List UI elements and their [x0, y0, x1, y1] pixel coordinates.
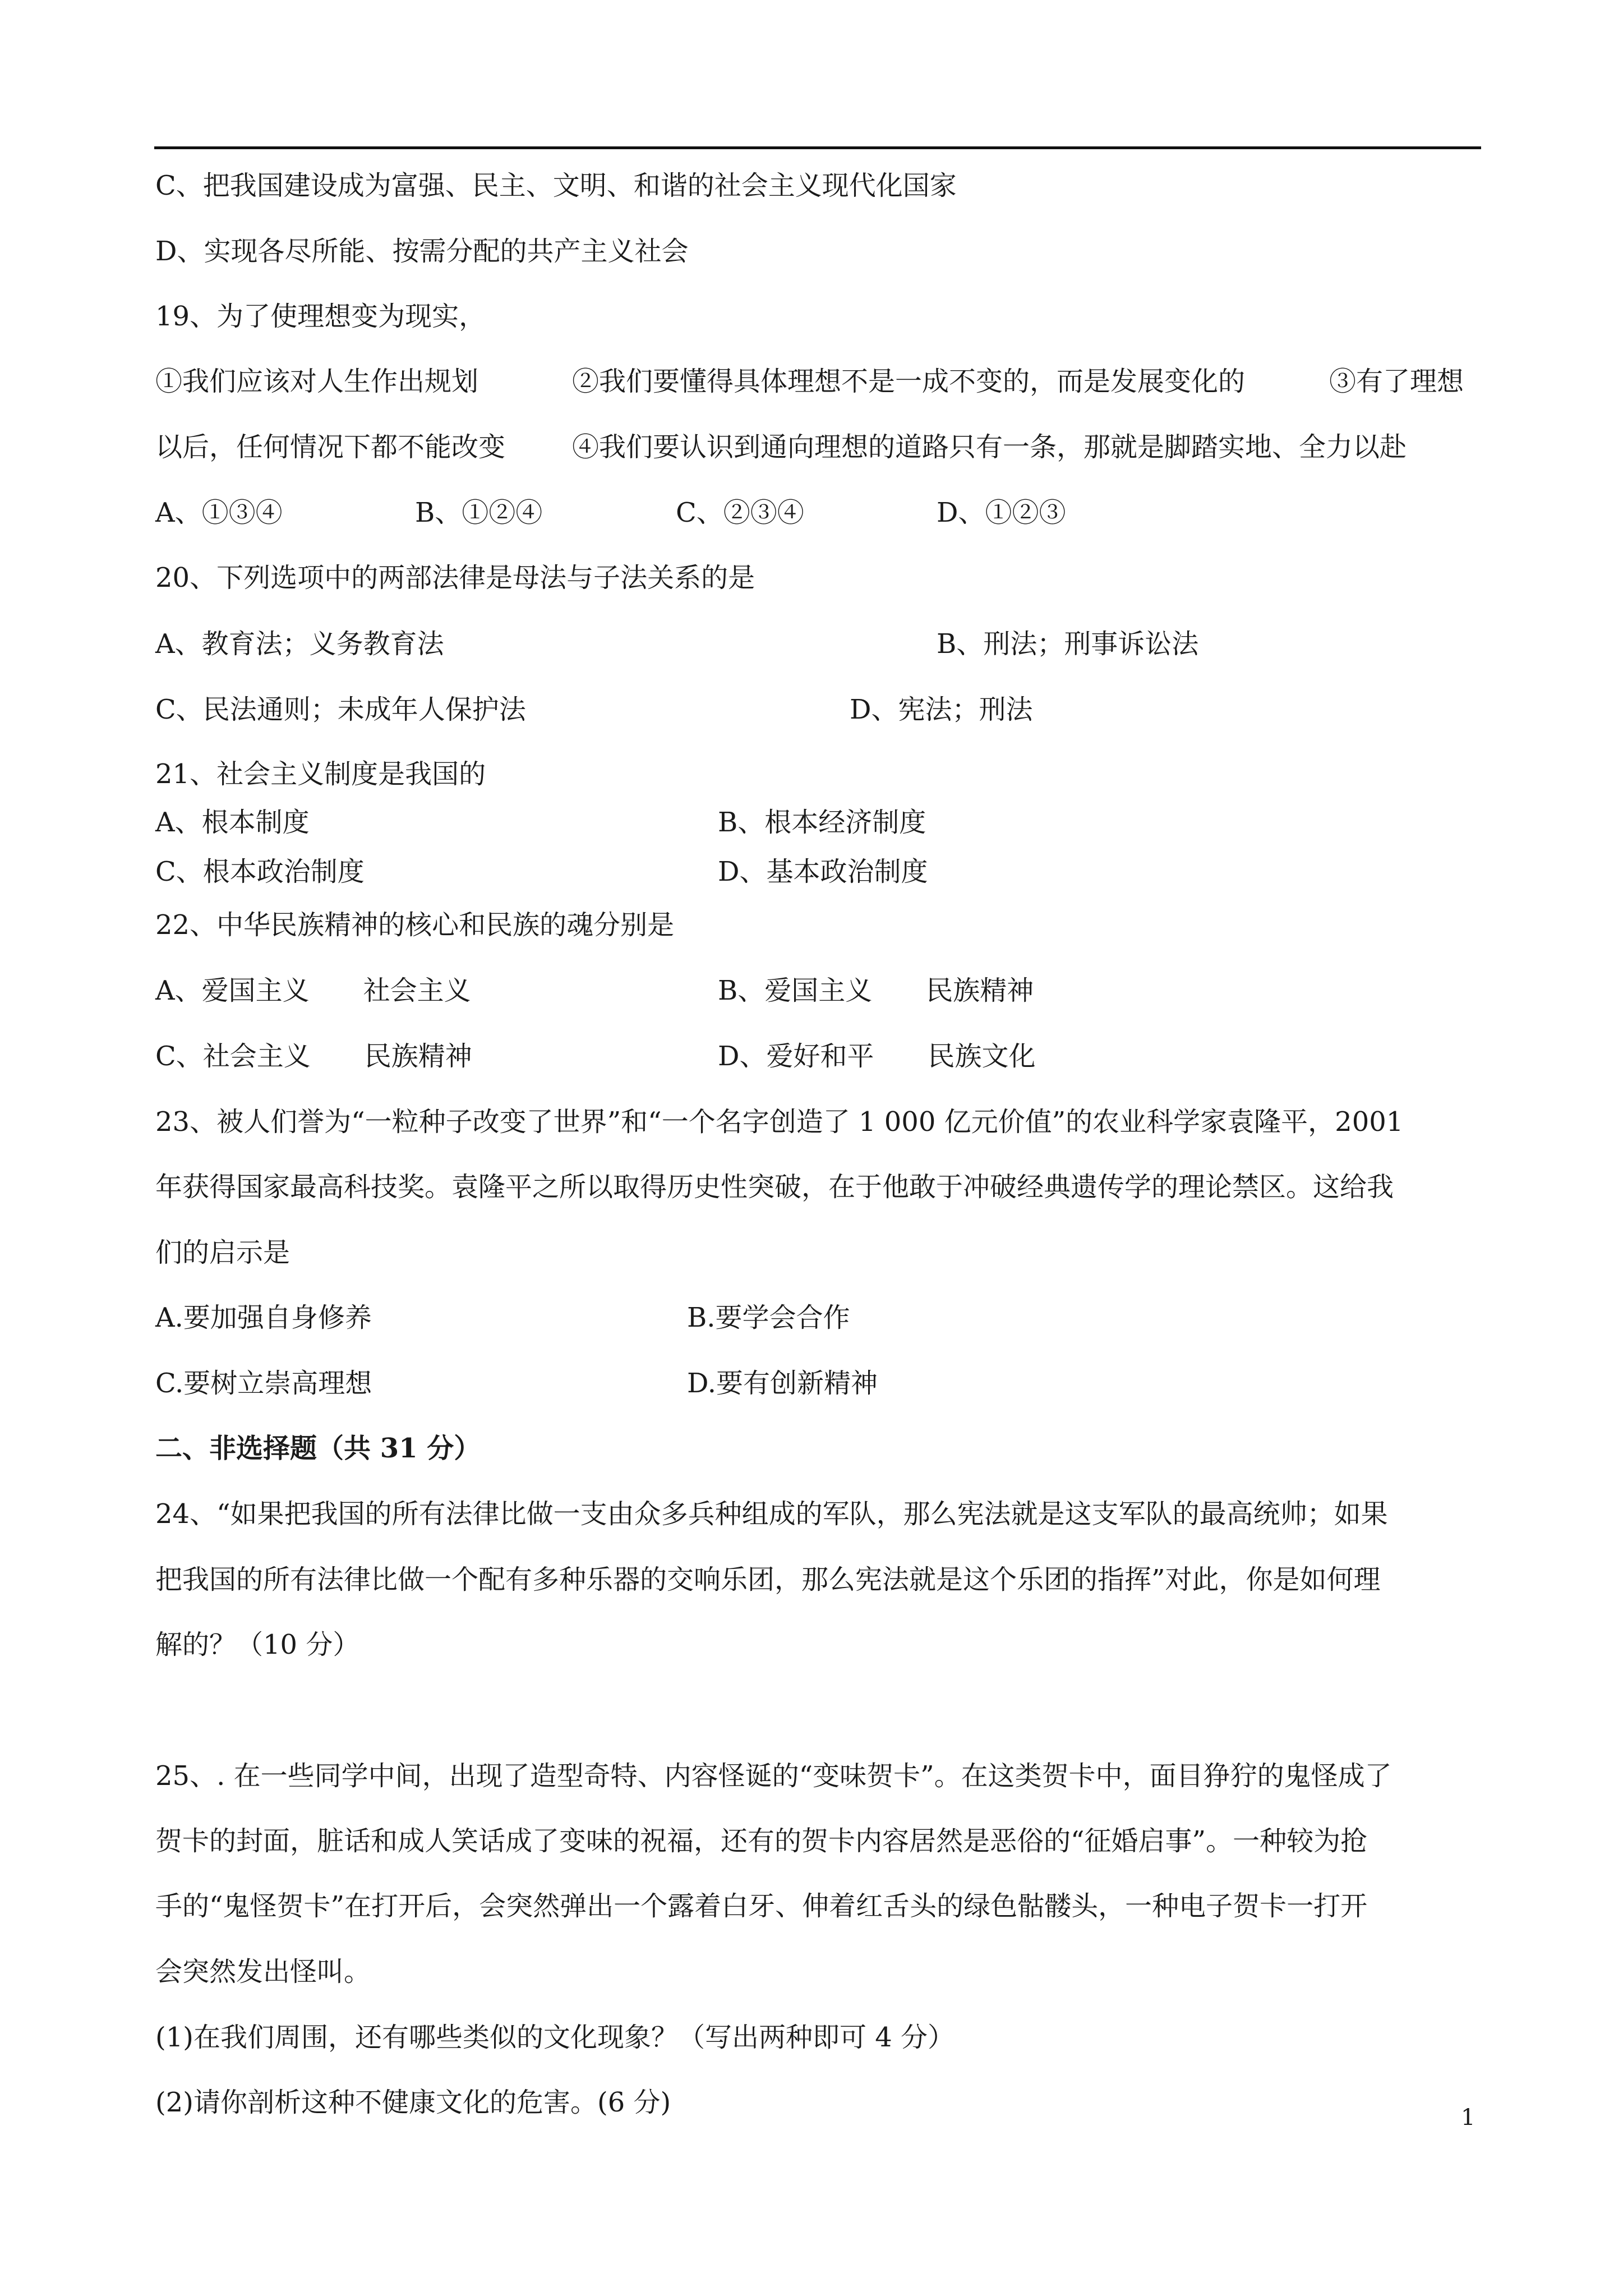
question-25-line-2: 贺卡的封面，脏话和成人笑话成了变味的祝福，还有的贺卡内容居然是恶俗的“征婚启事”。一种较为抢 — [155, 1825, 1368, 1857]
q20-option-b: B、刑法；刑事诉讼法 — [937, 628, 1199, 660]
q22-option-a: A、爱国主义 社会主义 — [155, 975, 471, 1006]
q22-option-d: D、爱好和平 民族文化 — [718, 1041, 1036, 1072]
q19-statement-4: ④我们要认识到通向理想的道路只有一条，那就是脚踏实地、全力以赴 — [572, 431, 1407, 463]
question-24-line-3: 解的？（10 分） — [155, 1629, 360, 1660]
q23-option-c: C.要树立崇高理想 — [155, 1368, 372, 1399]
q22-option-c: C、社会主义 民族精神 — [155, 1041, 472, 1072]
q19-statement-2: ②我们要懂得具体理想不是一成不变的，而是发展变化的 — [572, 366, 1246, 397]
q21-option-c: C、根本政治制度 — [155, 856, 365, 887]
question-21-stem: 21、社会主义制度是我国的 — [155, 758, 486, 790]
q25-part-2: (2)请你剖析这种不健康文化的危害。(6 分) — [155, 2087, 671, 2118]
question-24-line-1: 24、“如果把我国的所有法律比做一支由众多兵种组成的军队，那么宪法就是这支军队的最高统帅；如果 — [155, 1498, 1388, 1530]
question-25-line-3: 手的“鬼怪贺卡”在打开后，会突然弹出一个露着白牙、伸着红舌头的绿色骷髅头，一种电子贺卡一打开 — [155, 1890, 1368, 1922]
q19-statement-3-cont: 以后，任何情况下都不能改变 — [155, 431, 506, 463]
q19-statement-1: ①我们应该对人生作出规划 — [155, 366, 479, 397]
q19-statement-3: ③有了理想 — [1329, 366, 1464, 397]
q21-option-d: D、基本政治制度 — [718, 856, 928, 887]
q22-option-b: B、爱国主义 民族精神 — [718, 975, 1034, 1006]
q23-option-d: D.要有创新精神 — [687, 1368, 878, 1399]
q21-option-a: A、根本制度 — [155, 807, 310, 838]
question-25-line-4: 会突然发出怪叫。 — [155, 1956, 371, 1987]
question-22-stem: 22、中华民族精神的核心和民族的魂分别是 — [155, 909, 675, 941]
question-23-line-2: 年获得国家最高科技奖。袁隆平之所以取得历史性突破，在于他敢于冲破经典遗传学的理论禁区。这给我 — [155, 1171, 1394, 1203]
header-rule — [154, 146, 1481, 149]
question-20-stem: 20、下列选项中的两部法律是母法与子法关系的是 — [155, 562, 755, 593]
q20-option-c: C、民法通则；未成年人保护法 — [155, 694, 526, 725]
option-d-line: D、实现各尽所能、按需分配的共产主义社会 — [155, 236, 689, 267]
q19-option-b: B、①②④ — [415, 497, 543, 528]
question-23-line-1: 23、被人们誉为“一粒种子改变了世界”和“一个名字创造了 1 000 亿元价值”的农业科学家袁隆平，2001 — [155, 1106, 1404, 1138]
question-23-line-3: 们的启示是 — [155, 1237, 291, 1268]
question-19-stem: 19、为了使理想变为现实， — [155, 301, 486, 332]
q19-option-a: A、①③④ — [155, 497, 283, 528]
q20-option-d: D、宪法；刑法 — [850, 694, 1033, 725]
q23-option-a: A.要加强自身修养 — [155, 1302, 372, 1333]
q20-option-a: A、教育法；义务教育法 — [155, 628, 444, 660]
question-24-line-2: 把我国的所有法律比做一个配有多种乐器的交响乐团，那么宪法就是这个乐团的指挥”对此，你是如何理 — [155, 1564, 1381, 1595]
option-c-line: C、把我国建设成为富强、民主、文明、和谐的社会主义现代化国家 — [155, 170, 957, 201]
page-number: 1 — [1461, 2105, 1476, 2131]
q23-option-b: B.要学会合作 — [687, 1302, 850, 1333]
question-25-line-1: 25、. 在一些同学中间，出现了造型奇特、内容怪诞的“变味贺卡”。在这类贺卡中，面目狰狞的鬼怪成了 — [155, 1760, 1392, 1792]
q25-part-1: (1)在我们周围，还有哪些类似的文化现象？（写出两种即可 4 分） — [155, 2022, 955, 2053]
q19-option-d: D、①②③ — [937, 497, 1066, 528]
q19-option-c: C、②③④ — [676, 497, 804, 528]
q21-option-b: B、根本经济制度 — [718, 807, 926, 838]
section-2-heading: 二、非选择题（共 31 分） — [155, 1433, 481, 1464]
